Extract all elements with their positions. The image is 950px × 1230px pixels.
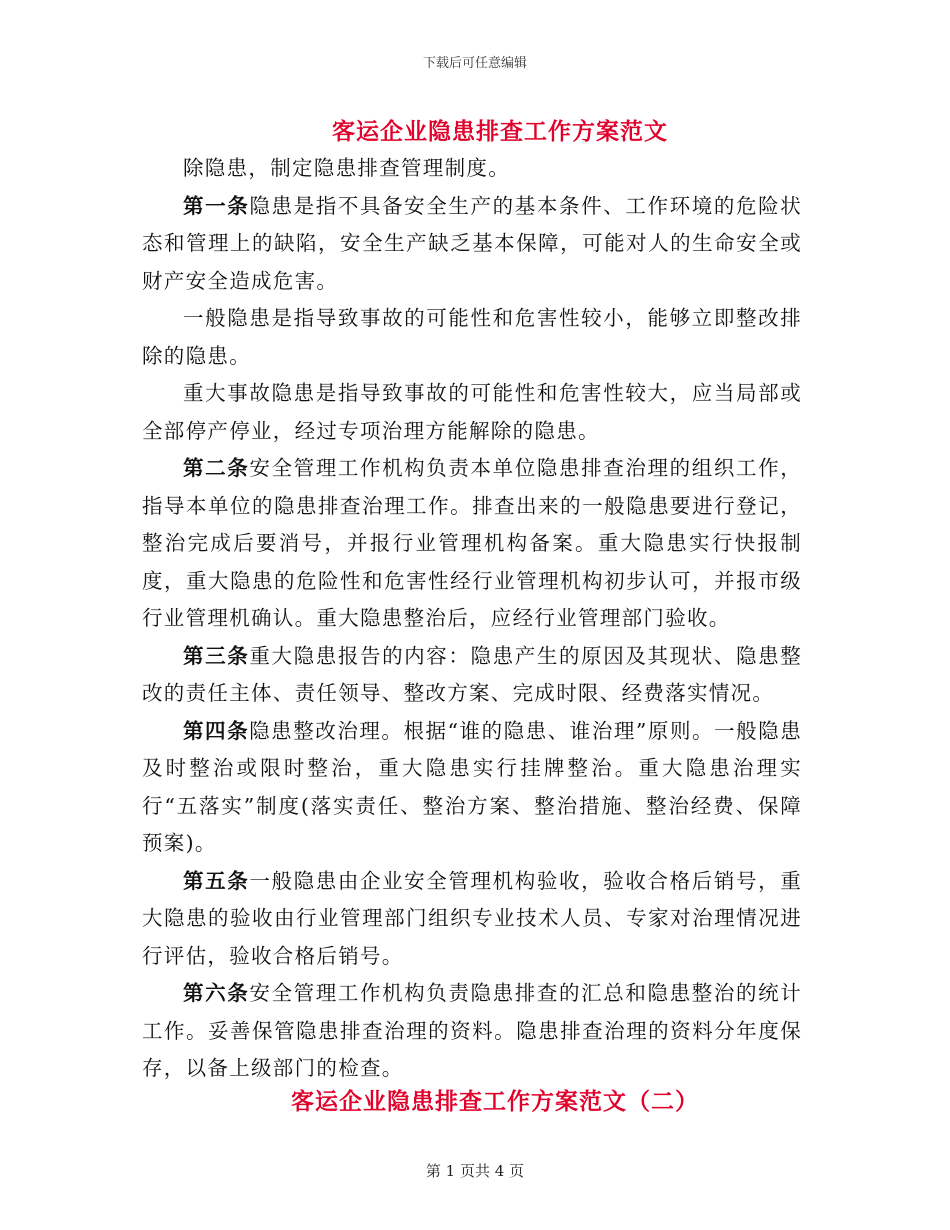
article-number: 第一条 [183, 193, 250, 218]
paragraph-text: 重大事故隐患是指导致事故的可能性和危害性较大，应当局部或全部停产停业，经过专项治理方能解除的隐患。 [142, 381, 802, 443]
paragraph [142, 713, 802, 863]
paragraph [142, 450, 802, 638]
paragraph-text: 除隐患，制定隐患排查管理制度。 [183, 156, 510, 180]
paragraph-text: 安全管理工作机构负责本单位隐患排查治理的组织工作，指导本单位的隐患排查治理工作。排查出来的一般隐患要进行登记，整治完成后要消号，并报行业管理机构备案。重大隐患实行快报制度，重大隐患的危险性和危害性经行业管理机构初步认可，并报市级行业管理机确认。重大隐患整治后，应经行业管理部门验收。 [142, 456, 802, 630]
paragraph-text: 隐患整改治理。根据“谁的隐患、谁治理”原则。一般隐患及时整治或限时整治，重大隐患实行挂牌整治。重大隐患治理实行“五落实”制度(落实责任、整治方案、整治措施、整治经费、保障预案)。 [142, 718, 802, 855]
next-document-title: 客运企业隐患排查工作方案范文（二） [291, 1088, 699, 1115]
article-number: 第六条 [183, 981, 250, 1005]
paragraph [142, 150, 802, 188]
paragraph-text: 一般隐患是指导致事故的可能性和危害性较小，能够立即整改排除的隐患。 [142, 306, 802, 368]
paragraph [142, 975, 802, 1088]
paragraph [142, 638, 802, 713]
article-number: 第四条 [183, 718, 250, 743]
paragraph-text: 隐患是指不具备安全生产的基本条件、工作环境的危险状态和管理上的缺陷，安全生产缺乏基本保障，可能对人的生命安全或财产安全造成危害。 [142, 193, 802, 293]
article-number: 第三条 [183, 643, 250, 668]
document-title: 客运企业隐患排查工作方案范文 [332, 118, 668, 145]
paragraph-text: 安全管理工作机构负责隐患排查的汇总和隐患整治的统计工作。妥善保管隐患排查治理的资料。隐患排查治理的资料分年度保存，以备上级部门的检查。 [142, 981, 802, 1080]
paragraph [142, 863, 802, 976]
paragraph [142, 188, 802, 301]
page-number: 第 1 页共 4 页 [425, 1162, 525, 1180]
article-number: 第二条 [183, 456, 250, 480]
article-number: 第五条 [183, 868, 250, 893]
document-body [142, 150, 802, 1088]
paragraph-text: 重大隐患报告的内容：隐患产生的原因及其现状、隐患整改的责任主体、责任领导、整改方案、完成时限、经费落实情况。 [142, 643, 802, 705]
page-header-note: 下载后可任意编辑 [422, 56, 527, 71]
paragraph [142, 375, 802, 450]
paragraph [142, 300, 802, 375]
paragraph-text: 一般隐患由企业安全管理机构验收，验收合格后销号，重大隐患的验收由行业管理部门组织专业技术人员、专家对治理情况进行评估，验收合格后销号。 [142, 868, 802, 968]
